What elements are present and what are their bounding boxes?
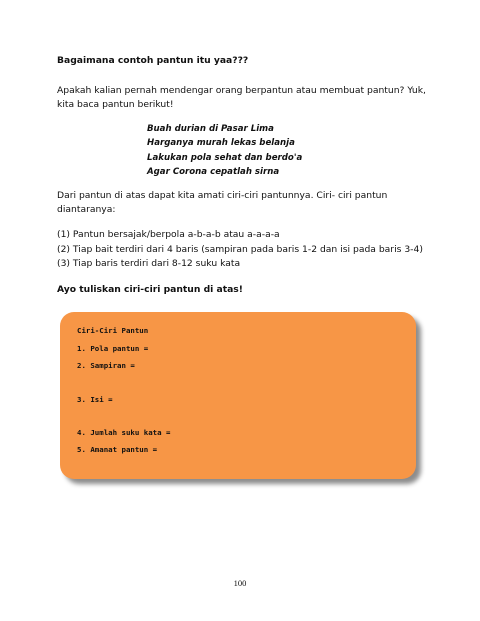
card-item-amanat: 5. Amanat pantun = [77, 445, 158, 454]
card-item-sampiran: 2. Sampiran = [77, 361, 135, 370]
poem-line: Buah durian di Pasar Lima [147, 124, 274, 134]
pantun-poem [147, 122, 302, 179]
card-item-pola: 1. Pola pantun = [77, 344, 149, 353]
feature-item: (2) Tiap bait terdiri dari 4 baris (sampiran pada baris 1-2 dan isi pada baris 3-4) [57, 243, 423, 255]
feature-item: (3) Tiap baris terdiri dari 8-12 suku kata [57, 258, 241, 270]
card-title: Ciri-Ciri Pantun [77, 326, 149, 335]
features-list [57, 228, 423, 272]
section-heading: Bagaimana contoh pantun itu yaa??? [57, 55, 249, 66]
intro-paragraph: Apakah kalian pernah mendengar orang berpantun atau membuat pantun? Yuk, kita baca pantun berikut! [57, 85, 426, 110]
card-item-isi: 3. Isi = [77, 395, 113, 404]
observation-paragraph: Dari pantun di atas dapat kita amati ciri-ciri pantunnya. Ciri- ciri pantun diantaranya: [57, 190, 388, 215]
page-number: 100 [233, 578, 247, 588]
poem-line: Harganya murah lekas belanja [147, 138, 295, 149]
card-item-suku-kata: 4. Jumlah suku kata = [77, 428, 171, 437]
task-instruction: Ayo tuliskan ciri-ciri pantun di atas! [57, 284, 243, 295]
poem-line: Lakukan pola sehat dan berdo'a [147, 152, 303, 163]
feature-item: (1) Pantun bersajak/berpola a-b-a-b atau a-a-a-a [57, 229, 280, 240]
poem-line: Agar Corona cepatlah sirna [147, 166, 280, 177]
worksheet-card [60, 312, 416, 479]
